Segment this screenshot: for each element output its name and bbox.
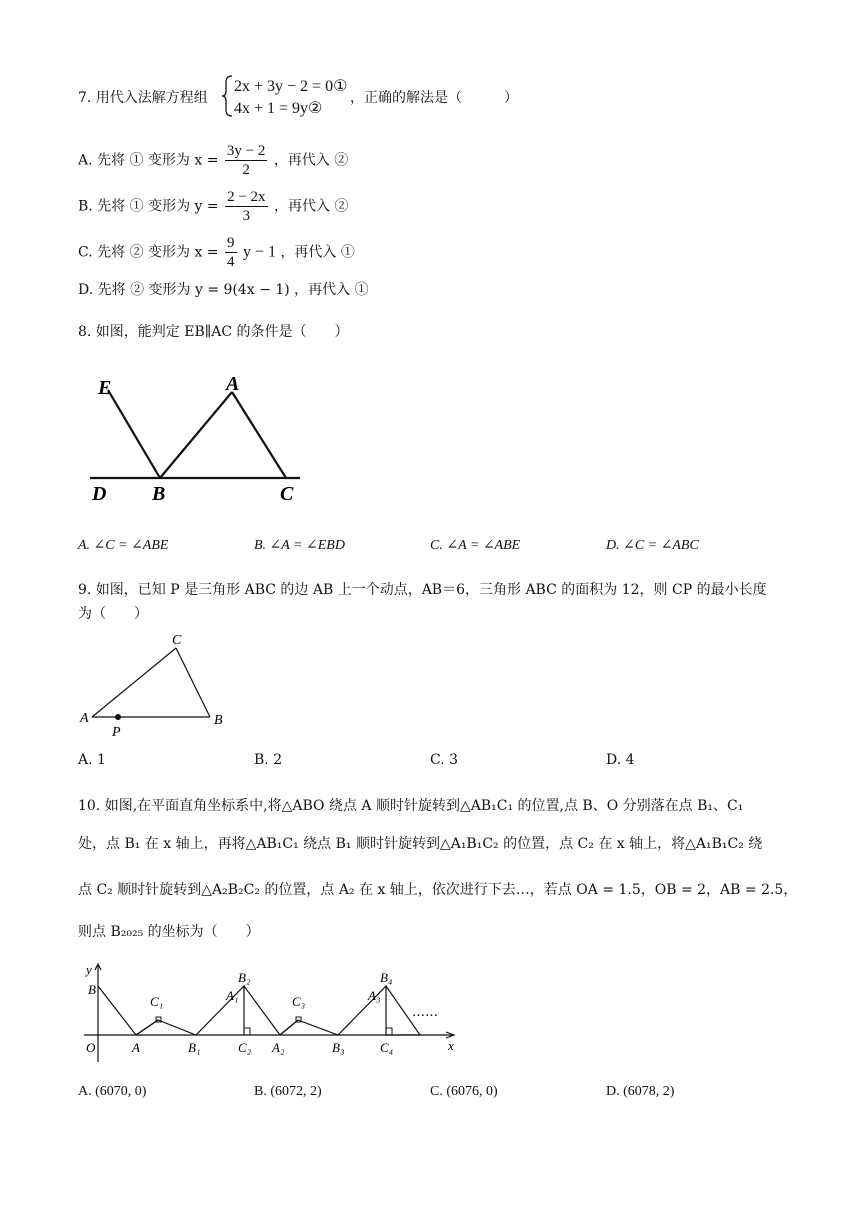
q7-option-d: D. 先将 ② 变形为 y = 9(4x − 1) ，再代入 ① bbox=[78, 282, 369, 298]
svg-text:O: O bbox=[86, 1040, 96, 1055]
q8-option-b[interactable]: B. ∠A = ∠EBD bbox=[254, 538, 345, 553]
q9-option-a[interactable]: A. 1 bbox=[78, 752, 106, 768]
svg-text:x: x bbox=[448, 1038, 454, 1053]
q9-figure bbox=[76, 630, 246, 740]
q10-option-d[interactable]: D. (6078, 2) bbox=[606, 1084, 675, 1099]
q10-figure bbox=[78, 958, 478, 1068]
q10-option-b[interactable]: B. (6072, 2) bbox=[254, 1084, 322, 1099]
label-c: C bbox=[172, 633, 182, 648]
fraction: $\frac{2 - 2x}{3}$ bbox=[227, 189, 266, 224]
q8-option-a[interactable]: A. ∠C = ∠ABE bbox=[78, 538, 169, 553]
q8-stem: 8. 如图，能判定 EB∥AC 的条件是（ ） bbox=[78, 324, 349, 340]
brace-icon bbox=[220, 74, 234, 118]
q7-option-b: B. 先将 ① 变形为 y = $\frac{2 - 2x}{3}$ ，再代入 ② bbox=[78, 189, 349, 224]
svg-text:B₄: B₄ bbox=[380, 970, 393, 985]
q7-option-c: C. 先将 ② 变形为 x = $\frac{9}{4}$ y − 1 ，再代入 ① bbox=[78, 235, 355, 270]
q10-stem-line4: 则点 B₂₀₂₅ 的坐标为（ ） bbox=[78, 924, 260, 940]
q7-option-a: A. 先将 ① 变形为 x = $\frac{3y - 2}{2}$ ，再代入 ② bbox=[78, 143, 349, 178]
q10-option-a[interactable]: A. (6070, 0) bbox=[78, 1084, 147, 1099]
fraction: $\frac{3y - 2}{2}$ bbox=[226, 143, 266, 178]
q8-option-d[interactable]: D. ∠C = ∠ABC bbox=[606, 538, 699, 553]
svg-text:A₂: A₂ bbox=[272, 1040, 285, 1055]
svg-text:A: A bbox=[132, 1040, 140, 1055]
fraction: $\frac{9}{4}$ bbox=[227, 235, 235, 270]
label-c: C bbox=[280, 483, 294, 505]
svg-text:C₄: C₄ bbox=[380, 1040, 394, 1055]
label-p: P bbox=[112, 725, 121, 740]
q9-stem-line2: 为（ ） bbox=[78, 606, 148, 622]
svg-text:C₃: C₃ bbox=[292, 994, 306, 1009]
segment-eb bbox=[108, 390, 160, 478]
q9-option-d[interactable]: D. 4 bbox=[606, 752, 635, 768]
q10-stem-line2: 处，点 B₁ 在 x 轴上，再将△AB₁C₁ 绕点 B₁ 顺时针旋转到△A₁B₁C₂ 的位置，点 C₂ 在 x 轴上，将△A₁B₁C₂ 绕 bbox=[78, 836, 763, 852]
svg-text:C₁: C₁ bbox=[150, 994, 164, 1009]
q8-figure bbox=[80, 368, 320, 518]
label-e: E bbox=[98, 377, 112, 399]
q10-option-c[interactable]: C. (6076, 0) bbox=[430, 1084, 498, 1099]
q7-equation-system bbox=[220, 74, 350, 118]
q7-eq1: 2x + 3y − 2 = 0① bbox=[234, 78, 348, 95]
q9-stem-line1: 9. 如图，已知 P 是三角形 ABC 的边 AB 上一个动点，AB＝6，三角形 ABC 的面积为 12，则 CP 的最小长度 bbox=[78, 582, 767, 598]
svg-text:B₂: B₂ bbox=[238, 970, 251, 985]
label-a: A bbox=[226, 373, 240, 395]
svg-text:B: B bbox=[88, 982, 96, 997]
svg-text:……: …… bbox=[412, 1005, 438, 1020]
q10-stem-line1: 10. 如图,在平面直角坐标系中,将△ABO 绕点 A 顺时针旋转到△AB₁C₁ 的位置,点 B、O 分别落在点 B₁、C₁ bbox=[78, 798, 744, 814]
chain-2 bbox=[244, 986, 420, 1035]
q8-option-c[interactable]: C. ∠A = ∠ABE bbox=[430, 538, 521, 553]
label-b: B bbox=[152, 483, 166, 505]
segment-ba bbox=[160, 392, 232, 478]
q9-option-b[interactable]: B. 2 bbox=[254, 752, 283, 768]
chain-1 bbox=[98, 986, 244, 1035]
label-a: A bbox=[80, 711, 89, 726]
label-d: D bbox=[92, 483, 107, 505]
svg-text:C₂: C₂ bbox=[238, 1040, 252, 1055]
q10-stem-line3: 点 C₂ 顺时针旋转到△A₂B₂C₂ 的位置，点 A₂ 在 x 轴上，依次进行下去…，若点 OA = 1.5，OB = 2，AB = 2.5， bbox=[78, 882, 798, 898]
svg-text:A₃: A₃ bbox=[368, 988, 381, 1003]
segment-ac bbox=[232, 392, 286, 478]
svg-text:B₁: B₁ bbox=[188, 1040, 201, 1055]
q7-eq2: 4x + 1 = 9y② bbox=[234, 100, 323, 117]
right-angle-c2 bbox=[244, 1028, 250, 1035]
q7-stem bbox=[78, 88, 208, 108]
q7-prefix: 7. 用代入法解方程组 bbox=[78, 90, 208, 106]
right-angle-c4 bbox=[386, 1028, 392, 1035]
svg-text:B₃: B₃ bbox=[332, 1040, 345, 1055]
q9-option-c[interactable]: C. 3 bbox=[430, 752, 459, 768]
svg-text:A₁: A₁ bbox=[226, 988, 239, 1003]
svg-text:y: y bbox=[86, 962, 92, 977]
q7-suffix: ，正确的解法是（ ） bbox=[350, 90, 518, 106]
label-b: B bbox=[214, 713, 223, 728]
point-p bbox=[115, 714, 121, 720]
